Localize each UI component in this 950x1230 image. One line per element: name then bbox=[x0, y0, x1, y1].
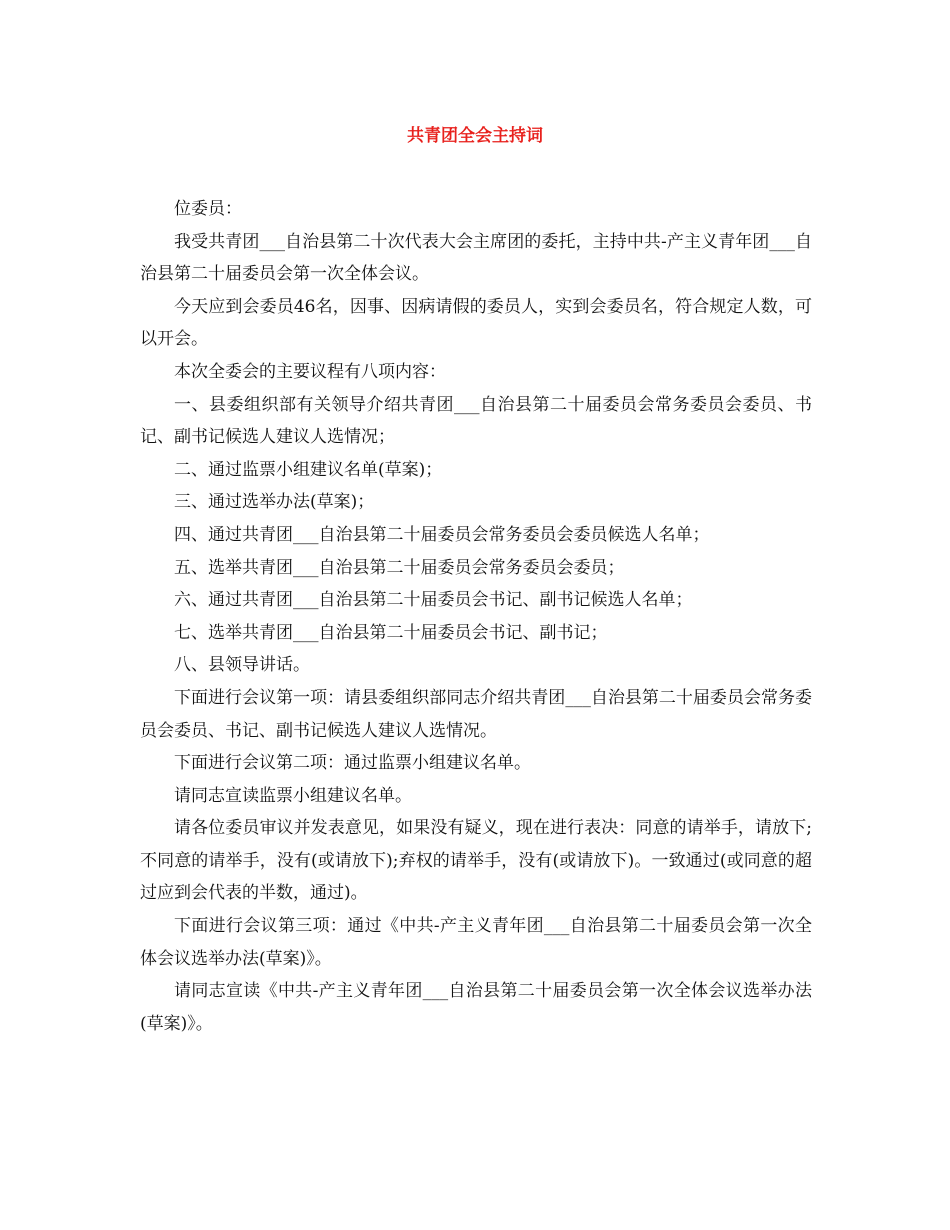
paragraph: 请各位委员审议并发表意见，如果没有疑义，现在进行表决：同意的请举手，请放下;不同意的请举手，没有(或请放下);弃权的请举手，没有(或请放下)。一致通过(或同意的超过应到会代表的半数，通过)。 bbox=[140, 818, 812, 904]
paragraph: 下面进行会议第一项：请县委组织部同志介绍共青团___自治县第二十届委员会常务委员会委员、书记、副书记候选人建议人选情况。 bbox=[140, 687, 812, 741]
paragraph: 请同志宣读监票小组建议名单。 bbox=[174, 785, 412, 806]
agenda-item-8: 八、县领导讲话。 bbox=[174, 655, 310, 676]
document-body bbox=[140, 193, 812, 1040]
agenda-item-5: 五、选举共青团___自治县第二十届委员会常务委员会委员； bbox=[174, 557, 625, 578]
paragraph: 我受共青团___自治县第二十次代表大会主席团的委托，主持中共-产主义青年团___自治县第二十届委员会第一次全体会议。 bbox=[140, 231, 812, 285]
paragraph: 本次全委会的主要议程有八项内容： bbox=[174, 361, 446, 382]
agenda-item-1: 一、县委组织部有关领导介绍共青团___自治县第二十届委员会常务委员会委员、书记、副书记候选人建议人选情况； bbox=[140, 394, 812, 448]
paragraph: 位委员： bbox=[174, 199, 242, 219]
agenda-item-4: 四、通过共青团___自治县第二十届委员会常务委员会委员候选人名单； bbox=[174, 524, 710, 545]
paragraph: 下面进行会议第二项：通过监票小组建议名单。 bbox=[174, 753, 531, 774]
paragraph: 请同志宣读《中共-产主义青年团___自治县第二十届委员会第一次全体会议选举办法(草案)》。 bbox=[140, 981, 812, 1034]
agenda-item-3: 三、通过选举办法(草案)； bbox=[174, 492, 375, 513]
agenda-item-2: 二、通过监票小组建议名单(草案)； bbox=[174, 459, 443, 480]
paragraph: 下面进行会议第三项：通过《中共-产主义青年团___自治县第二十届委员会第一次全体会议选举办法(草案)》。 bbox=[140, 916, 812, 969]
paragraph: 今天应到会委员46名，因事、因病请假的委员人，实到会委员名，符合规定人数，可以开会。 bbox=[140, 296, 812, 350]
document-title: 共青团全会主持词 bbox=[407, 126, 543, 146]
agenda-item-6: 六、通过共青团___自治县第二十届委员会书记、副书记候选人名单； bbox=[174, 590, 693, 611]
agenda-item-7: 七、选举共青团___自治县第二十届委员会书记、副书记； bbox=[174, 622, 608, 643]
